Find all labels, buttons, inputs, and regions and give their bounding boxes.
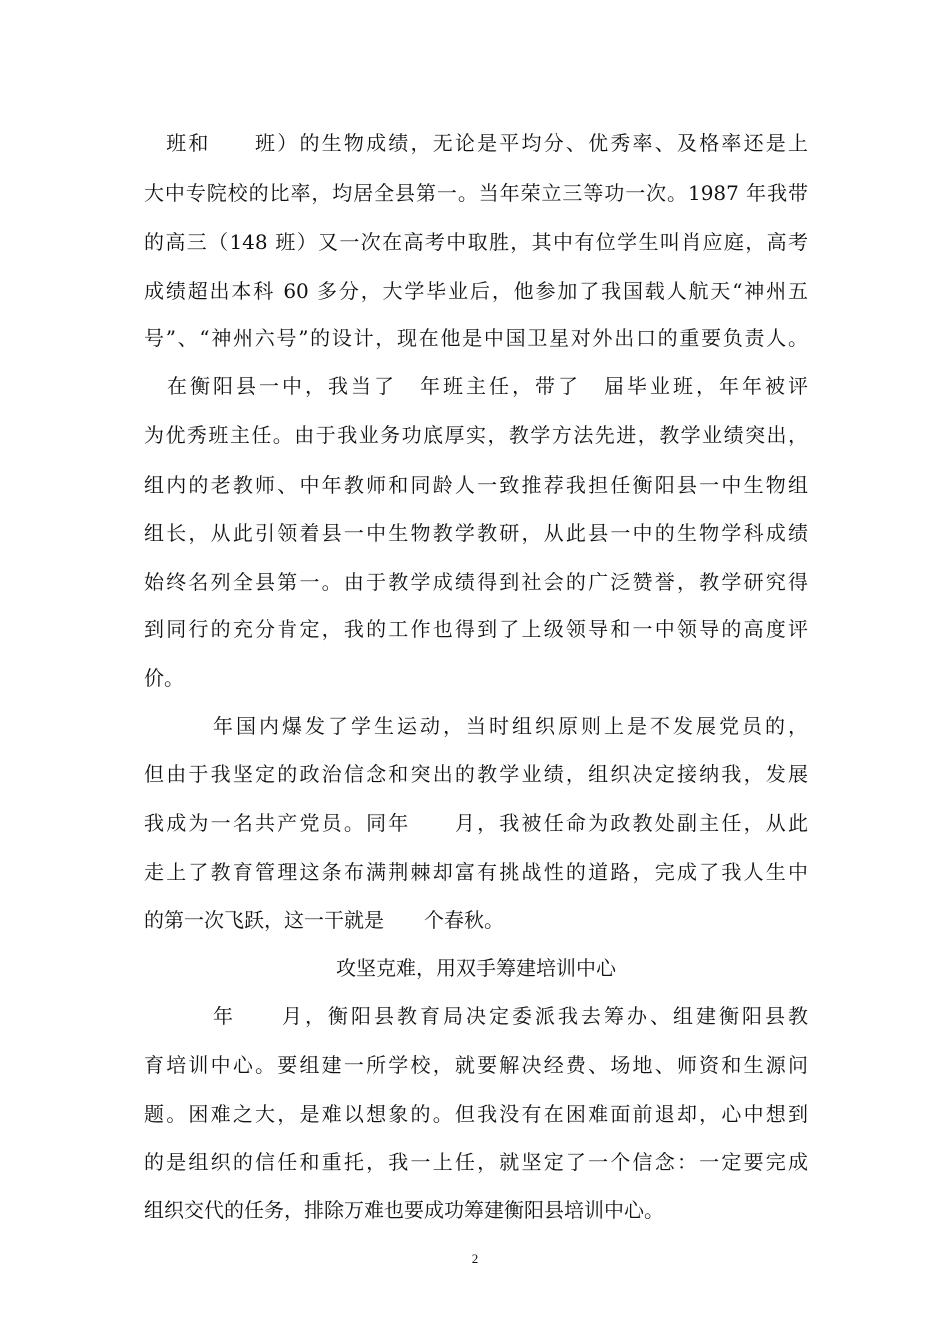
paragraph-3-line-1: 年国内爆发了学生运动，当时组织原则上是不发展党员的， <box>144 714 808 738</box>
paragraph-2-line-4: 组长，从此引领着县一中生物教学教研，从此县一中的生物学科成绩 <box>144 521 808 545</box>
paragraph-3-line-2: 但由于我坚定的政治信念和突出的教学业绩，组织决定接纳我，发展 <box>144 762 808 786</box>
paragraph-4-line-1: 年 月，衡阳县教育局决定委派我去筹办、组建衡阳县教 <box>144 1004 808 1028</box>
paragraph-4-line-2: 育培训中心。要组建一所学校，就要解决经费、场地、师资和生源问 <box>144 1053 808 1077</box>
paragraph-4-line-5: 组织交代的任务，排除万难也要成功筹建衡阳县培训中心。 <box>144 1198 664 1222</box>
paragraph-2-line-1: 在衡阳县一中，我当了 年班主任，带了 届毕业班，年年被评 <box>144 374 808 398</box>
paragraph-3-line-4: 走上了教育管理这条布满荆棘却富有挑战性的道路，完成了我人生中 <box>144 860 808 884</box>
paragraph-1-line-4: 成绩超出本科 60 多分，大学毕业后，他参加了我国载人航天“神州五 <box>144 279 808 303</box>
paragraph-3-line-3: 我成为一名共产党员。同年 月，我被任命为政教处副主任，从此 <box>144 811 808 835</box>
paragraph-1-line-5: 号”、“神州六号”的设计，现在他是中国卫星对外出口的重要负责人。 <box>144 326 808 350</box>
paragraph-1-line-2: 大中专院校的比率，均居全县第一。当年荣立三等功一次。1987 年我带 <box>144 181 808 205</box>
paragraph-1-line-3: 的高三（148 班）又一次在高考中取胜，其中有位学生叫肖应庭，高考 <box>144 230 808 254</box>
paragraph-2-line-7: 价。 <box>144 666 184 690</box>
paragraph-4-line-4: 的是组织的信任和重托，我一上任，就坚定了一个信念：一定要完成 <box>144 1150 808 1174</box>
paragraph-2-line-3: 组内的老教师、中年教师和同龄人一致推荐我担任衡阳县一中生物组 <box>144 473 808 497</box>
paragraph-4-line-3: 题。困难之大，是难以想象的。但我没有在困难面前退却，心中想到 <box>144 1102 808 1126</box>
page-number: 2 <box>471 1251 479 1266</box>
paragraph-3-line-5: 的第一次飞跃，这一干就是 个春秋。 <box>144 908 504 932</box>
paragraph-2-line-5: 始终名列全县第一。由于教学成绩得到社会的广泛赞誉，教学研究得 <box>144 570 808 594</box>
paragraph-2-line-6: 到同行的充分肯定，我的工作也得到了上级领导和一中领导的高度评 <box>144 617 808 641</box>
paragraph-2-line-2: 为优秀班主任。由于我业务功底厚实，教学方法先进，教学业绩突出， <box>144 423 808 447</box>
paragraph-1-line-1: 班和 班）的生物成绩，无论是平均分、优秀率、及格率还是上 <box>144 131 808 155</box>
section-heading: 攻坚克难，用双手筹建培训中心 <box>336 956 616 980</box>
